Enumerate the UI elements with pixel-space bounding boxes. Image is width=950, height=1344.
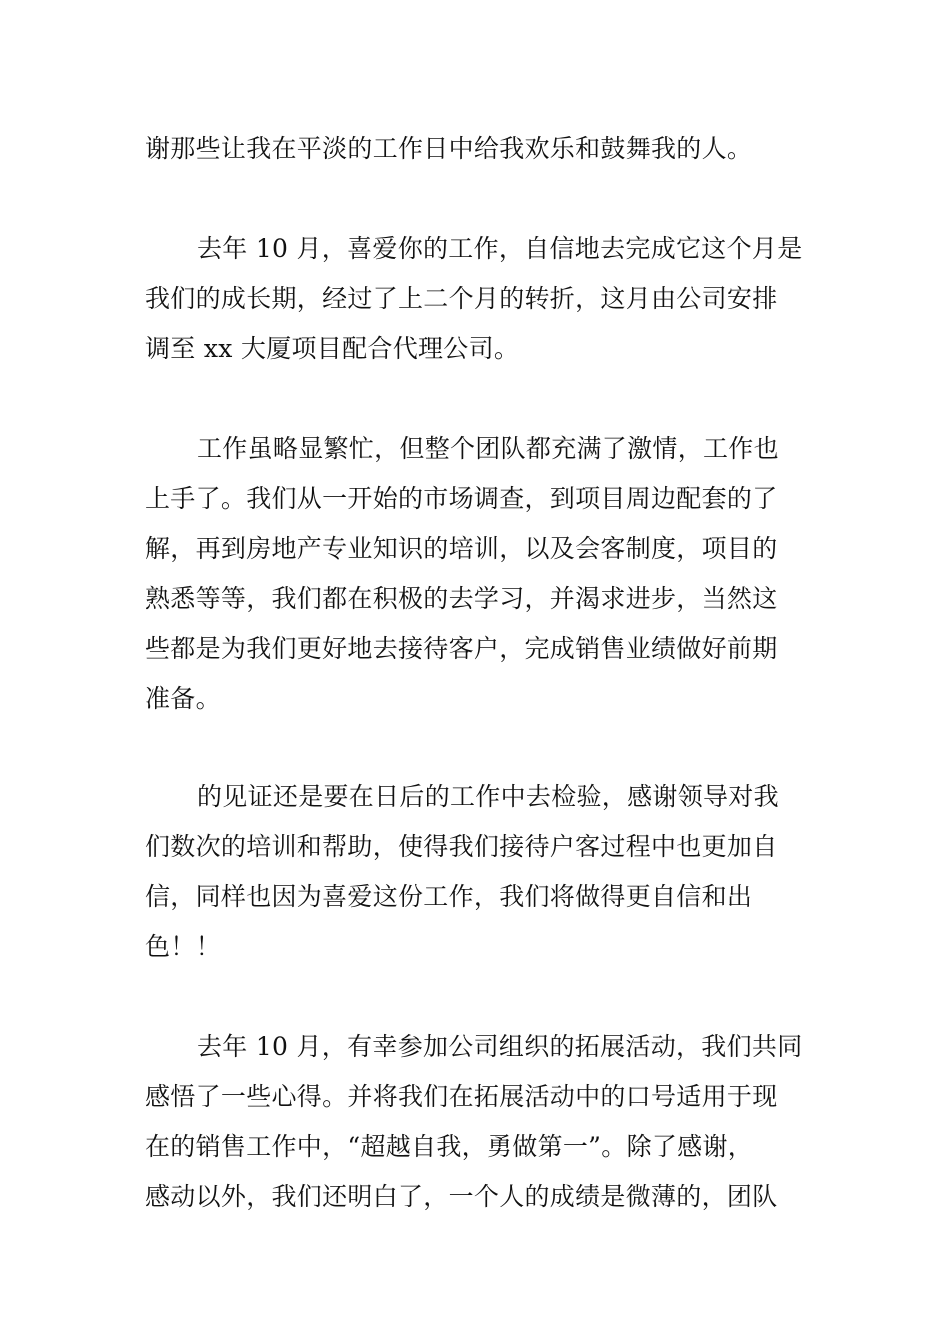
- paragraph-5-line-4: 感动以外，我们还明白了，一个人的成绩是微薄的，团队: [145, 1182, 778, 1211]
- paragraph-5: [145, 1022, 807, 1222]
- paragraph-2-line-1: 去年 10 月，喜爱你的工作，自信地去完成它这个月是: [197, 234, 803, 263]
- paragraph-3: [145, 424, 807, 724]
- paragraph-3-line-2: 上手了。我们从一开始的市场调查，到项目周边配套的了: [145, 484, 778, 513]
- paragraph-3-line-4: 熟悉等等，我们都在积极的去学习，并渴求进步，当然这: [145, 584, 778, 613]
- paragraph-2-line-3: 调至 xx 大厦项目配合代理公司。: [145, 334, 520, 363]
- paragraph-1-line-1: 谢那些让我在平淡的工作日中给我欢乐和鼓舞我的人。: [145, 134, 753, 163]
- paragraph-4-line-3: 信，同样也因为喜爱这份工作，我们将做得更自信和出: [145, 882, 753, 911]
- paragraph-3-line-6: 准备。: [145, 684, 221, 713]
- paragraph-4-line-2: 们数次的培训和帮助，使得我们接待户客过程中也更加自: [145, 832, 778, 861]
- paragraph-2-line-2: 我们的成长期，经过了上二个月的转折，这月由公司安排: [145, 284, 778, 313]
- paragraph-5-line-1: 去年 10 月，有幸参加公司组织的拓展活动，我们共同: [197, 1032, 803, 1061]
- paragraph-2: [145, 224, 807, 374]
- paragraph-5-line-2: 感悟了一些心得。并将我们在拓展活动中的口号适用于现: [145, 1082, 778, 1111]
- paragraph-4-line-4: 色！！: [145, 932, 221, 961]
- paragraph-4-line-1: 的见证还是要在日后的工作中去检验，感谢领导对我: [197, 782, 779, 811]
- paragraph-3-line-5: 些都是为我们更好地去接待客户，完成销售业绩做好前期: [145, 634, 778, 663]
- paragraph-5-line-3: 在的销售工作中，“超越自我，勇做第一”。除了感谢，: [145, 1132, 754, 1161]
- paragraph-1: [145, 124, 807, 174]
- paragraph-3-line-3: 解，再到房地产专业知识的培训，以及会客制度，项目的: [145, 534, 778, 563]
- paragraph-3-line-1: 工作虽略显繁忙，但整个团队都充满了激情，工作也: [197, 434, 779, 463]
- paragraph-4: [145, 772, 807, 972]
